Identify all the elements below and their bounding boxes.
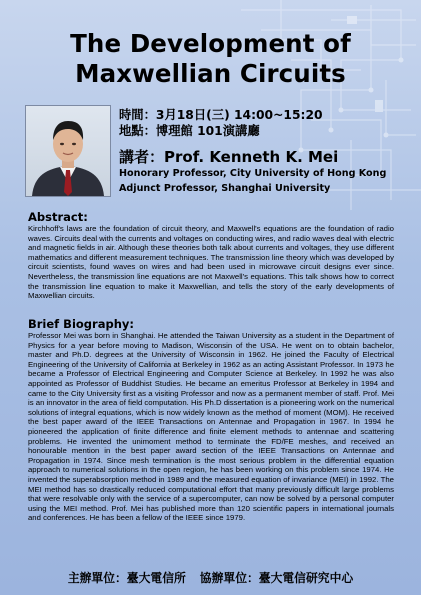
footer-organizers: [0, 569, 421, 586]
biography-text: Professor Mei was born in Shanghai. He attended the Taiwan University as a student in the Department of Physics for a year before moving to Madison, Wisconsin of the USA. He went on to obtain bachelor, master and Ph.D. degrees at the University of Wisconsin in 1962. He joined the Faculty of Electrical Engineering of the University of California at Berkeley in 1962 as an acting Assistant Professor. In 1973 he became a Professor of Electrical Engineering and Computer Science at Berkeley. In 1992 he was also appointed as Professor of Buddhist Studies. He became an emeritus Professor at Berkeley in 1994 and came to the City University first as a visiting Professor and now as a permanent member of staff. Prof. Mei is an innovator in the area of field computation. His Ph.D dissertation is a pioneering work on the numerical solutions of integral equations, which is now widely known as the method of moment (MOM). He received the best paper award of the IEEE Transactions on Antennae and Propagation in 1967. In 1994 he pioneered the application of finite difference and finite element methods to antennae and scattering problems. He invented the unimoment method to terminate the FD/FE meshes, and received an honourable mention in the best paper award section of the IEEE Transactions on Antennae and Propagation in 1974. Since mesh termination is the most serious problem in the differential equation approach to numerical solutions in the open region, he has been working on this problem since 1974. He invented the superabsorption method in 1989 and the measured equation of invariance (MEI) in 1992. The MEI method has so drastically reduced computational effort that many previously difficult large problems that were resolvable only with the service of a supercomputer, can now be solved by a personal computer using the MEI method. Prof. Mei has published more than 120 scientific papers in international journals and conferences. He has been a fellow of the IEEE since 1979.: [28, 331, 394, 523]
speaker-name: 講者：Prof. Kenneth K. Mei: [119, 148, 339, 166]
speaker-portrait-image: [26, 106, 110, 196]
poster-title: [0, 29, 421, 89]
speaker-affiliation-2: Adjunct Professor, Shanghai University: [119, 183, 331, 194]
event-info: [119, 107, 386, 196]
speaker-affiliation-1: Honorary Professor, City University of Hong Kong: [119, 168, 387, 179]
biography-heading: Brief Biography:: [28, 317, 134, 331]
organizer: 主辦單位：臺大電信所: [67, 571, 186, 585]
abstract-heading: Abstract:: [28, 210, 88, 224]
title-line-1: The Development of: [70, 29, 351, 58]
speaker-photo: [25, 105, 111, 197]
title-line-2: Maxwellian Circuits: [75, 59, 346, 88]
event-time: 時間：3月18日(三) 14:00~15:20: [119, 108, 323, 122]
event-venue: 地點：博理館 101演講廳: [119, 124, 260, 138]
abstract-text: Kirchhoff's laws are the foundation of circuit theory, and Maxwell's equations are the foundation of radio waves. Circuits deal with the currents and voltages on conducting wires, and radio waves deal with electric and magnetic fields in air. Although these theories both talk about currents and voltages, they use different mathematics and different measurement techniques. The transmission line theory which was developed by circuit scientists, found waves on wires and had been used in microwave circuit designs ever since. Nevertheless, the transmission line equations are not Maxwell's equations. This talk shows how to correct the transmission line equation to make it Maxwellian, and tells the story of the early developments of Maxwellian circuits.: [28, 224, 394, 301]
co-organizer: 協辦單位：臺大電信研究中心: [199, 571, 354, 585]
